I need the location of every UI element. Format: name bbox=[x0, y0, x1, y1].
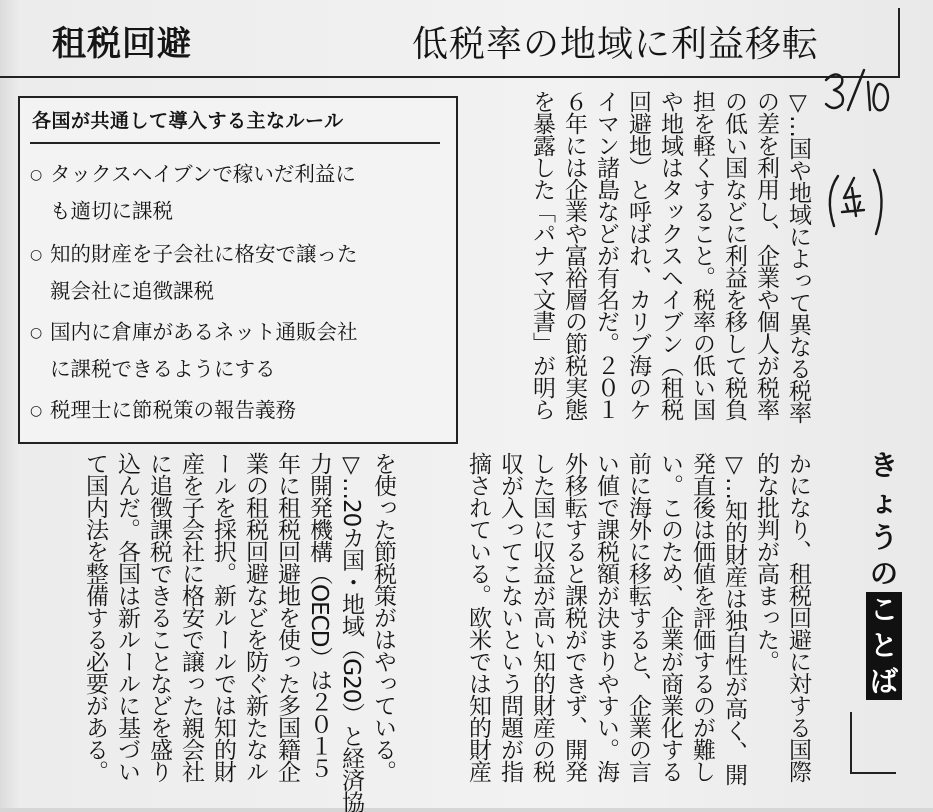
rules-box-title: 各国が共通して導入する主なルール bbox=[32, 110, 344, 132]
article-column: した国に収益が高い知的財産の税 bbox=[529, 452, 555, 782]
handwritten-date-note bbox=[818, 66, 892, 238]
article-column: 回避地）と呼ばれ、カリブ海のケ bbox=[625, 90, 651, 420]
column-label-char: の bbox=[869, 557, 898, 590]
rule-item bbox=[30, 156, 450, 229]
column-label bbox=[866, 448, 902, 700]
article-column: や地域はタックスヘイブン（租税 bbox=[657, 90, 683, 420]
article-column: 産を子会社に格安で譲った親会社 bbox=[178, 452, 204, 782]
rule-item bbox=[30, 314, 450, 387]
article-column: い値で課税額が決まりやすい。海 bbox=[593, 452, 619, 782]
bullet-icon: ○ bbox=[30, 403, 43, 419]
article-column: 前に海外に移転すると、企業の言 bbox=[625, 452, 651, 782]
article-column: 外移転すると課税ができず、開発 bbox=[561, 452, 587, 782]
rule-item-line: 税理士に節税策の報告義務 bbox=[50, 398, 296, 422]
article-column: ６年には企業や富裕層の節税実態 bbox=[561, 90, 587, 420]
article-headline: 低税率の地域に利益移転 bbox=[412, 24, 820, 65]
rules-box-divider bbox=[30, 142, 440, 144]
column-label-char: う bbox=[869, 521, 898, 554]
article-column: い。このため、企業が商業化する bbox=[657, 452, 683, 782]
article-column: ▽…国や地域によって異なる税率 bbox=[785, 90, 811, 423]
article-column: かになり、租税回避に対する国際 bbox=[785, 452, 811, 782]
article-column: イマン諸島などが有名だ。２０１ bbox=[593, 90, 619, 420]
article-column: 摘されている。欧米では知的財産 bbox=[465, 452, 491, 782]
rule-item-line: も適切に課税 bbox=[50, 199, 173, 223]
article-column: 年に租税回避地を使った多国籍企 bbox=[274, 452, 300, 782]
article-column: 力開発機構（OECD）は２０１５ bbox=[306, 452, 332, 779]
article-column: の差を利用し、企業や個人が税率 bbox=[753, 90, 779, 420]
article-column: を使った節税策がはやっている。 bbox=[370, 452, 396, 782]
rule-item bbox=[30, 392, 450, 429]
article-column: を暴露した「パナマ文書」が明ら bbox=[529, 90, 555, 420]
section-heading: 租税回避 bbox=[52, 24, 192, 64]
bullet-icon: ○ bbox=[30, 325, 43, 341]
article-column: ▽…20カ国・地域（G20）と経済協 bbox=[338, 452, 364, 812]
rule-item bbox=[30, 236, 450, 309]
article-column: に追徴課税できることなどを盛り bbox=[146, 452, 172, 782]
article-column: 業の租税回避などを防ぐ新たなル bbox=[242, 452, 268, 782]
column-label-char: こ bbox=[866, 592, 902, 628]
article-column: 的な批判が高まった。 bbox=[753, 452, 779, 672]
article-column: 込んだ。各国は新ルールに基づい bbox=[114, 452, 140, 782]
rule-item-line: に課税できるようにする bbox=[50, 357, 276, 381]
bullet-icon: ○ bbox=[30, 247, 43, 263]
article-column: て国内法を整備する必要がある。 bbox=[82, 452, 108, 782]
bullet-icon: ○ bbox=[30, 167, 43, 183]
rules-box bbox=[18, 96, 458, 444]
header-edge-rule bbox=[898, 8, 900, 78]
article-column: ールを採択。新ルールでは知的財 bbox=[210, 452, 236, 782]
article-column: 発直後は価値を評価するのが難し bbox=[689, 452, 715, 782]
article-column: 収が入ってこないという問題が指 bbox=[497, 452, 523, 782]
column-label-char: ば bbox=[866, 664, 902, 700]
header-rule bbox=[0, 76, 900, 78]
article-column: の低い国などに利益を移して税負 bbox=[721, 90, 747, 420]
column-label-char: ょ bbox=[869, 485, 898, 518]
column-end-bracket bbox=[850, 712, 896, 774]
article-column: ▽…知的財産は独自性が高く、開 bbox=[721, 452, 747, 785]
rule-item-line: 知的財産を子会社に格安で譲った bbox=[50, 242, 358, 266]
column-label-char: き bbox=[869, 449, 898, 482]
rule-item-line: 国内に倉庫があるネット通販会社 bbox=[50, 320, 358, 344]
column-label-char: と bbox=[866, 628, 902, 664]
rule-item-line: タックスヘイブンで稼いだ利益に bbox=[50, 162, 356, 186]
rule-item-line: 親会社に追徴課税 bbox=[50, 279, 214, 303]
article-column: 担を軽くすること。税率の低い国 bbox=[689, 90, 715, 420]
